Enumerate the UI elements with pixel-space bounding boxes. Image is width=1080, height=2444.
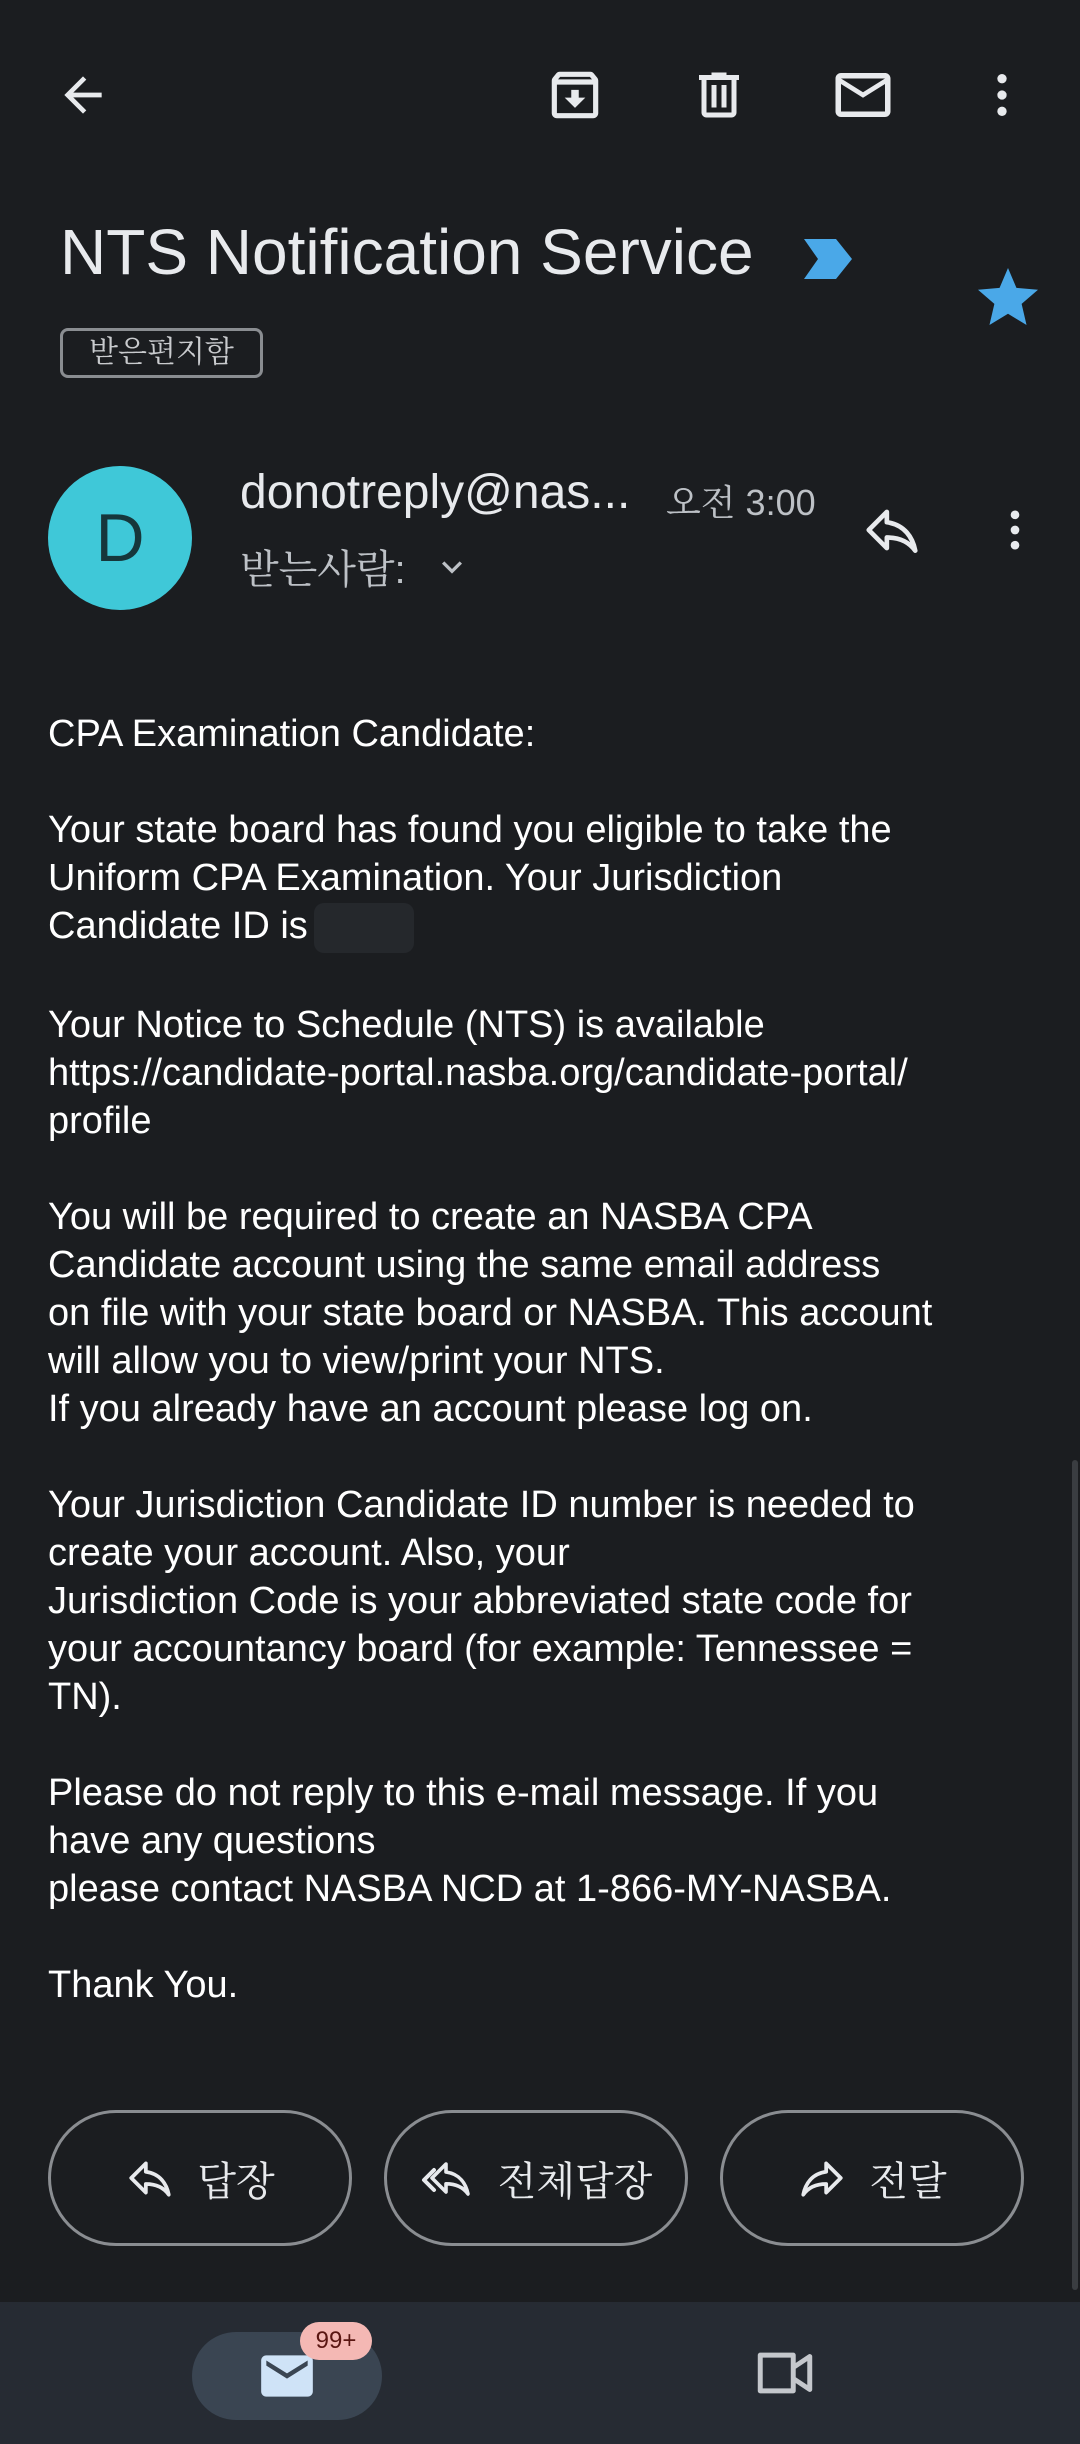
recipients-label: 받는사람:: [240, 548, 406, 592]
back-button[interactable]: [38, 50, 128, 140]
trash-icon: [689, 65, 749, 125]
email-body: [48, 710, 1048, 2057]
reply-all-icon: [420, 2153, 476, 2203]
forward-action-label: 전달: [869, 2159, 947, 2204]
more-options-button[interactable]: [957, 50, 1047, 140]
chevron-down-icon: [432, 547, 472, 587]
more-vert-icon: [989, 504, 1041, 556]
sender-avatar[interactable]: D: [48, 466, 192, 610]
forward-action-button[interactable]: [720, 2110, 1024, 2246]
more-vert-icon: [974, 67, 1030, 123]
importance-marker-icon[interactable]: [800, 235, 856, 283]
email-subject: NTS Notification Service: [60, 216, 754, 288]
reply-action-button[interactable]: [48, 2110, 352, 2246]
reply-all-action-label: 전체답장: [497, 2159, 653, 2204]
body-contact-info: Please do not reply to this e-mail message. If you have any questions please contact NASBA NCD at 1-866-MY-NASBA.: [48, 1771, 892, 1910]
body-greeting: CPA Examination Candidate:: [48, 713, 536, 755]
body-nts-link[interactable]: Your Notice to Schedule (NTS) is available https://candidate-portal.nasba.org/candidate-portal/ profile: [48, 1003, 908, 1142]
body-jurisdiction-info: Your Jurisdiction Candidate ID number is needed to create your account. Also, your Jurisdiction Code is your abbreviated state code for your accountancy board (for example: Tennessee = TN).: [48, 1483, 915, 1718]
inbox-label-chip[interactable]: 받은편지함: [60, 328, 263, 378]
body-eligibility: [48, 806, 1048, 953]
redacted-candidate-id: [314, 903, 414, 953]
message-more-button[interactable]: [980, 490, 1050, 570]
body-eligibility-text: Your state board has found you eligible to take the Uniform CPA Examination. Your Jurisdiction Candidate ID is: [48, 809, 892, 947]
top-app-bar: [0, 0, 1080, 190]
reply-icon: [861, 499, 923, 561]
sender-address[interactable]: donotreply@nas...: [240, 466, 631, 519]
reply-button[interactable]: [852, 490, 932, 570]
star-icon[interactable]: [972, 262, 1044, 334]
message-time: 오전 3:00: [666, 482, 816, 523]
arrow-back-icon: [55, 67, 111, 123]
forward-icon: [797, 2153, 847, 2203]
body-closing: Thank You.: [48, 1963, 239, 2006]
recipients-toggle[interactable]: [240, 538, 472, 595]
archive-button[interactable]: [530, 50, 620, 140]
archive-icon: [544, 64, 606, 126]
mail-badge: 99+: [300, 2322, 372, 2360]
body-account-info: You will be required to create an NASBA CPA Candidate account using the same email address on file with your state board or NASBA. This account will allow you to view/print your NTS. If you already have an account please log on.: [48, 1195, 933, 1430]
mail-icon: [830, 62, 896, 128]
reply-all-action-button[interactable]: [384, 2110, 688, 2246]
reply-icon: [125, 2153, 175, 2203]
scrollbar[interactable]: [1072, 1460, 1078, 2290]
reply-action-label: 답장: [197, 2159, 275, 2204]
mark-unread-button[interactable]: [818, 50, 908, 140]
meet-video-icon[interactable]: [752, 2344, 818, 2402]
bottom-navigation: [0, 2302, 1080, 2444]
delete-button[interactable]: [674, 50, 764, 140]
